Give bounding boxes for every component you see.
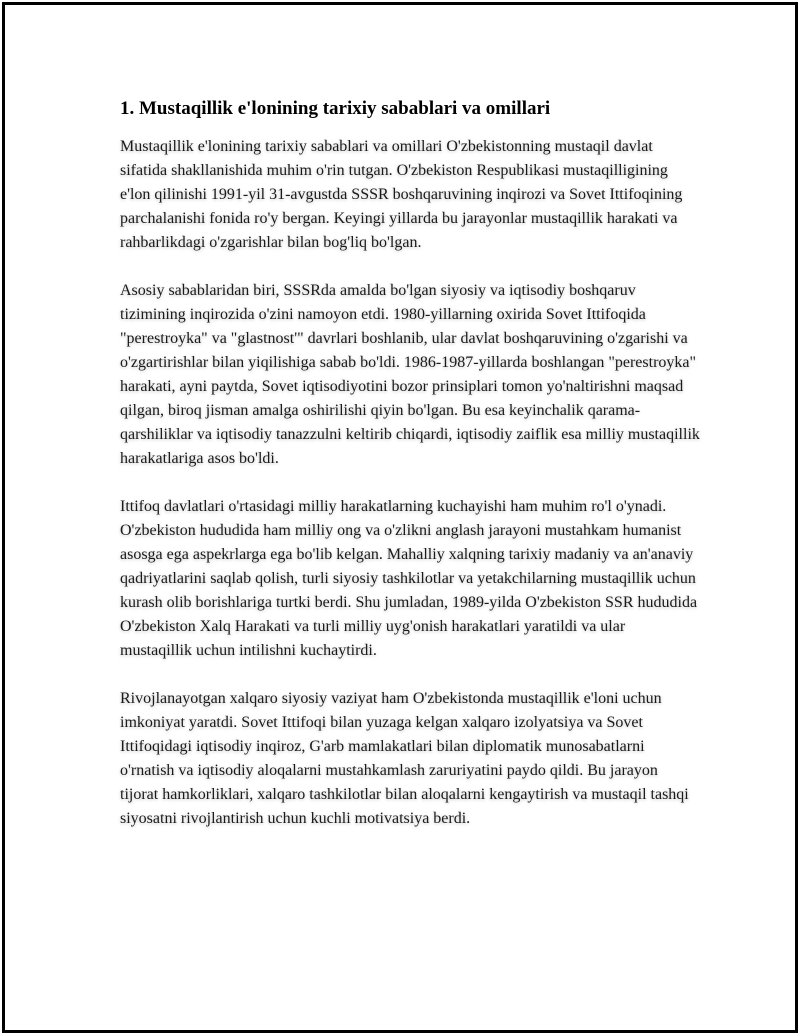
paragraph-2: Asosiy sabablaridan biri, SSSRda amalda bo'lgan siyosiy va iqtisodiy boshqaruv tizimining inqirozida o'zini namoyon etdi. 1980-yillarning oxirida Sovet Ittifoqida "perestroyka" va "glastnost'" davrlari boshlanib, ular davlat boshqaruvining o'zgarishi va o'zgartirishlar bilan yiqilishiga sabab bo'ldi. 1986-1987-yillarda boshlangan "perestroyka" harakati, ayni paytda, Sovet iqtisodiyotini bozor prinsiplari tomon yo'naltirishni maqsad qilgan, biroq jisman amalga oshirilishi qiyin bo'lgan. Bu esa keyinchalik qarama-qarshiliklar va iqtisodiy tanazzulni keltirib chiqardi, iqtisodiy zaiflik esa milliy mustaqillik harakatlariga asos bo'ldi. [120, 282, 700, 467]
paragraph-1: Mustaqillik e'lonining tarixiy sabablari va omillari O'zbekistonning mustaqil davlat sifatida shakllanishida muhim o'rin tutgan. O'zbekiston Respublikasi mustaqilligining e'lon qilinishi 1991-yil 31-avgustda SSSR boshqaruvining inqirozi va Sovet Ittifoqining parchalanishi fonida ro'y bergan. Keyingi yillarda bu jarayonlar mustaqillik harakati va rahbarlikdagi o'zgarishlar bilan bog'liq bo'lgan. [120, 138, 683, 251]
paragraph-4: Rivojlanayotgan xalqaro siyosiy vaziyat ham O'zbekistonda mustaqillik e'loni uchun imkoniyat yaratdi. Sovet Ittifoqi bilan yuzaga kelgan xalqaro izolyatsiya va Sovet Ittifoqidagi iqtisodiy inqiroz, G'arb mamlakatlari bilan diplomatik munosabatlarni o'rnatish va iqtisodiy aloqalarni mustahkamlash zaruriyatini paydo qildi. Bu jarayon tijorat hamkorliklari, xalqaro tashkilotlar bilan aloqalarni kengaytirish va mustaqil tashqi siyosatni rivojlantirish uchun kuchli motivatsiya berdi. [120, 690, 689, 827]
paragraph-3: Ittifoq davlatlari o'rtasidagi milliy harakatlarning kuchayishi ham muhim ro'l o'ynadi. O'zbekiston hududida ham milliy ong va o'zlikni anglash jarayoni mustahkam humanist asosga ega aspekrlarga ega bo'lib kelgan. Mahalliy xalqning tarixiy madaniy va an'anaviy qadriyatlarini saqlab qolish, turli siyosiy tashkilotlar va yetakchilarning mustaqillik uchun kurash olib borishlariga turtki berdi. Shu jumladan, 1989-yilda O'zbekiston SSR hududida O'zbekiston Xalq Harakati va turli milliy uyg'onish harakatlari yaratildi va ular mustaqillik uchun intilishni kuchaytirdi. [120, 498, 698, 659]
section-title: 1. Mustaqillik e'lonining tarixiy sabablari va omillari [120, 98, 551, 119]
document-body [120, 95, 700, 855]
page-frame [2, 2, 798, 1033]
